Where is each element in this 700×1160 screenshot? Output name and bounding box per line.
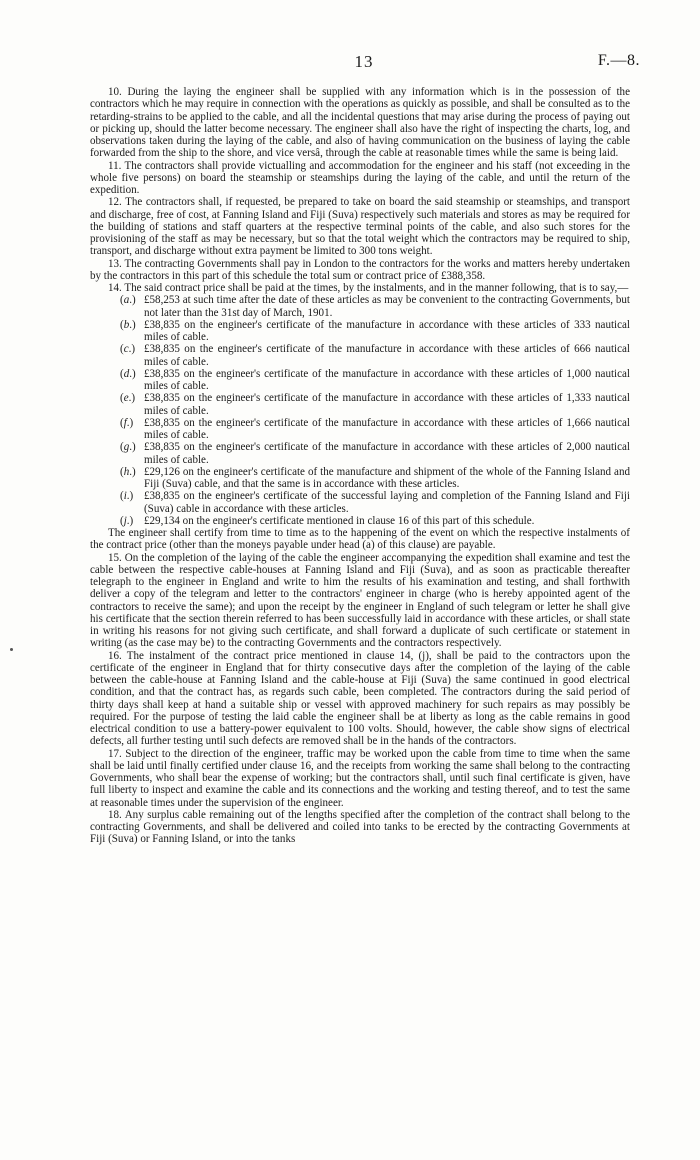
- page-header: [88, 52, 640, 74]
- paragraph-clause-10: 10. During the laying the engineer shall be supplied with any information which is in the possession of the contractors which he may require in connection with the operations as quickly as possible, and shall be consulted as to the retarding-strains to be applied to the cable, and all the incidental questions that may arise during the process of paying out or picking up, should the latter become necessary. The engineer shall also have the right of inspecting the charts, log, and observations taken during the laying of the cable, and also of having communication on the business of laying the cable forwarded from the ship to the shore, and vice versâ, through the cable at reasonable times while the same is being laid.: [90, 86, 630, 160]
- paragraph-clause-17: 17. Subject to the direction of the engineer, traffic may be worked upon the cable from time to time when the same shall be laid until finally certified under clause 16, and the receipts from working the same shall belong to the contracting Governments, who shall bear the expense of working; but the contractors shall, until such final certificate is given, have full liberty to inspect and examine the cable and its connections and the working and testing thereof, and to test the same at reasonable times under the supervision of the engineer.: [90, 747, 630, 809]
- instalment-label: ( j .): [120, 515, 133, 527]
- instalment-item: [90, 466, 630, 491]
- instalment-item: [90, 294, 630, 319]
- instalment-label: ( d .): [120, 368, 136, 380]
- instalment-item: [90, 490, 630, 515]
- document-reference: F.—8.: [597, 52, 640, 69]
- instalment-label: ( f .): [120, 417, 133, 429]
- instalment-label: ( c .): [120, 343, 135, 355]
- instalment-item: [90, 343, 630, 368]
- instalment-label: ( h .): [120, 466, 136, 478]
- paragraph-clause-16: 16. The instalment of the contract price mentioned in clause 14, (j), shall be paid to the contractors upon the certificate of the engineer in England that for thirty consecutive days after the completion of the laying of the cable between the cable-house at Fanning Island and the cable-house at Fiji (Suva) the same continued in good electrical condition, and that the contract has, as regards such cable, been completed. The contractors during the said period of thirty days shall keep at hand a suitable ship or vessel with approved machinery for such repairs as may possibly be required. For the purpose of testing the laid cable the engineer shall be at liberty as long as the cable remains in good electrical condition to use a battery-power equivalent to 100 volts. Should, however, the cable show signs of electrical defects, all further testing until such defects are removed shall be in the hands of the contractors.: [90, 649, 630, 748]
- instalment-label: ( a .): [120, 294, 136, 306]
- instalment-item: [90, 515, 630, 527]
- instalment-label: ( b .): [120, 319, 136, 331]
- instalment-text: £38,835 on the engineer's certificate of the manufacture in accordance with these articles of 1,666 nautical miles of cable.: [144, 416, 630, 441]
- instalment-text: £38,835 on the engineer's certificate of the manufacture in accordance with these articles of 1,000 nautical miles of cable.: [144, 367, 630, 392]
- instalment-text: £29,126 on the engineer's certificate of the manufacture and shipment of the whole of the Fanning Island and Fiji (Suva) cable, and that the same is in accordance with these articles.: [144, 465, 630, 490]
- paragraph-clause-12: 12. The contractors shall, if requested, be prepared to take on board the said steamship or steamships, and transport and discharge, free of cost, at Fanning Island and Fiji (Suva) respectively such materials and stores as may be required for the building of stations and staff quarters at the respective terminal points of the cable, and also such stores for the provisioning of the staff as may be necessary, but so that the total weight which the contractors may be required to ship, transport, and discharge without extra payment be limited to 300 tons weight.: [90, 196, 630, 258]
- paragraph-clause-18: 18. Any surplus cable remaining out of the lengths specified after the completion of the contract shall belong to the contracting Governments, and shall be delivered and coiled into tanks to be erected by the contracting Governments at Fiji (Suva) or Fanning Island, or into the tanks: [90, 808, 630, 846]
- document-body: [90, 86, 630, 846]
- instalment-text: £38,835 on the engineer's certificate of the manufacture in accordance with these articles of 1,333 nautical miles of cable.: [144, 392, 630, 417]
- instalment-text: £29,134 on the engineer's certificate mentioned in clause 16 of this part of this schedule.: [144, 514, 535, 527]
- instalment-text: £38,835 on the engineer's certificate of the manufacture in accordance with these articles of 666 nautical miles of cable.: [144, 343, 630, 368]
- instalment-item: [90, 319, 630, 344]
- instalment-item: [90, 392, 630, 417]
- paragraph-clause-13: 13. The contracting Governments shall pay in London to the contractors for the works and matters hereby undertaken by the contractors in this part of this schedule the total sum or contract price of £388,358.: [90, 257, 630, 282]
- instalment-label: ( i .): [120, 490, 133, 502]
- paragraph-clause-14: 14. The said contract price shall be paid at the times, by the instalments, and in the manner following, that is to say,—: [108, 282, 629, 294]
- instalment-list: [90, 294, 630, 527]
- instalment-label: ( g .): [120, 441, 136, 453]
- paragraph-certification: The engineer shall certify from time to time as to the happening of the event on which the respective instalments of the contract price (other than the moneys payable under head (a) of this clause) are payable.: [90, 527, 630, 552]
- instalment-label: ( e .): [120, 392, 135, 404]
- margin-mark: [10, 648, 13, 651]
- paragraph-clause-15: 15. On the completion of the laying of the cable the engineer accompanying the expedition shall examine and test the cable between the respective cable-houses at Fanning Island and Fiji (Suva), and as soon as practicable thereafter telegraph to the engineer in England and write to him the results of his examination and testing, and shall forthwith deliver a copy of the telegram and letter to the contractors' engineer in charge (who is hereby appointed agent of the contractors to receive the same); and upon the receipt by the engineer in England of such telegram or letter he shall give his certificate that the section therein referred to has been successfully laid in accordance with these articles, or shall state in writing his reasons for not giving such certificate, and shall forward a duplicate of such certificate or statement in writing (as the case may be) to the contracting Governments and the contractors respectively.: [90, 551, 630, 650]
- page-number: 13: [354, 52, 374, 71]
- instalment-item: [90, 368, 630, 393]
- instalment-text: £58,253 at such time after the date of these articles as may be convenient to the contracting Governments, but not later than the 31st day of March, 1901.: [144, 294, 630, 319]
- instalment-text: £38,835 on the engineer's certificate of the manufacture in accordance with these articles of 2,000 nautical miles of cable.: [144, 441, 630, 466]
- paragraph-clause-11: 11. The contractors shall provide victualling and accommodation for the engineer and his staff (not exceeding in the whole five persons) on board the steamship or steamships during the laying of the cable, and until the return of the expedition.: [90, 159, 630, 196]
- instalment-text: £38,835 on the engineer's certificate of the successful laying and completion of the Fanning Island and Fiji (Suva) cable in accordance with these articles.: [144, 490, 630, 515]
- instalment-item: [90, 417, 630, 442]
- instalment-text: £38,835 on the engineer's certificate of the manufacture in accordance with these articles of 333 nautical miles of cable.: [144, 318, 630, 343]
- instalment-item: [90, 441, 630, 466]
